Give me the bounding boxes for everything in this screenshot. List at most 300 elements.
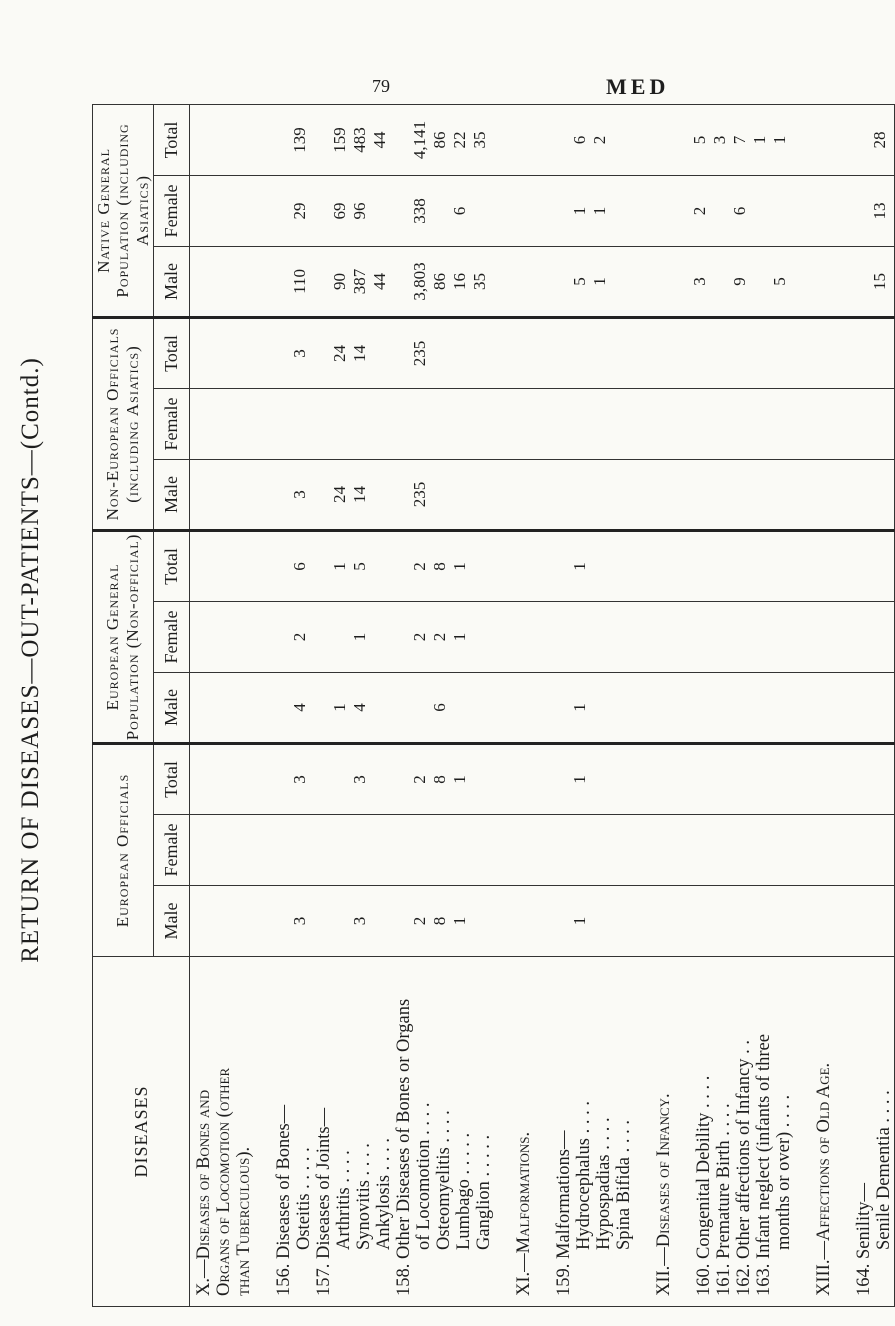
value-cell <box>250 247 270 316</box>
value-cell <box>310 319 330 388</box>
value-cell <box>790 745 810 814</box>
value-cell <box>750 602 770 672</box>
value-cell <box>630 460 650 529</box>
value-cell <box>710 745 730 814</box>
value-column <box>190 175 895 246</box>
value-cell <box>550 389 570 459</box>
value-cell <box>530 886 550 956</box>
value-cell <box>670 105 690 175</box>
value-cell <box>310 602 330 672</box>
value-cell <box>830 673 850 742</box>
value-cell <box>530 460 550 529</box>
value-cell <box>250 673 270 742</box>
value-cell: 8 <box>430 916 449 926</box>
value-cell: 1 <box>570 703 589 712</box>
value-cell: 44 <box>370 131 389 149</box>
sub-header-female: Female <box>154 388 190 459</box>
value-cell <box>470 886 490 956</box>
sub-header-male: Male <box>154 459 190 530</box>
value-cell <box>670 460 690 529</box>
value-cell <box>790 389 810 459</box>
value-cell <box>810 105 830 175</box>
value-cell: 86 <box>430 131 449 149</box>
value-cell <box>330 602 350 672</box>
value-cell <box>310 815 330 885</box>
value-cell <box>510 247 530 316</box>
value-cell <box>850 673 870 742</box>
value-cell: 1 <box>570 916 589 926</box>
value-cell <box>270 886 290 956</box>
disease-label: of Locomotion . . . . <box>414 1102 434 1250</box>
value-cell <box>810 247 830 316</box>
value-cell <box>590 602 610 672</box>
value-cell <box>690 389 710 459</box>
value-cell <box>630 886 650 956</box>
value-cell <box>190 532 210 601</box>
disease-label: 157. Diseases of Joints— <box>314 1107 334 1296</box>
value-cell: 44 <box>370 272 389 290</box>
disease-label: Synovitis . . . . <box>354 1143 374 1250</box>
value-cell <box>310 745 330 814</box>
value-cell <box>310 886 330 956</box>
value-cell <box>570 815 590 885</box>
value-cell <box>490 532 510 601</box>
value-cell <box>830 460 850 529</box>
value-cell <box>450 815 470 885</box>
value-cell <box>630 176 650 246</box>
value-cell <box>610 247 630 316</box>
value-cell <box>810 460 830 529</box>
value-cell <box>290 389 310 459</box>
value-cell <box>270 532 290 601</box>
value-cell <box>530 247 550 316</box>
value-cell <box>250 602 270 672</box>
value-cell: 22 <box>450 131 469 149</box>
value-cell <box>650 319 670 388</box>
value-cell: 4 <box>290 703 309 712</box>
value-cell <box>430 815 450 885</box>
value-cell <box>270 319 290 388</box>
value-cell <box>410 673 430 742</box>
value-cell: 2 <box>430 632 449 642</box>
value-cell: 2 <box>410 775 429 784</box>
value-cell <box>830 105 850 175</box>
value-cell <box>610 815 630 885</box>
value-cell <box>850 886 870 956</box>
value-cell <box>710 532 730 601</box>
value-cell <box>270 745 290 814</box>
value-cell <box>790 176 810 246</box>
value-cell: 2 <box>590 135 609 145</box>
value-cell: 1 <box>330 703 349 712</box>
sub-header-male: Male <box>154 672 190 743</box>
value-cell: 35 <box>470 131 489 149</box>
value-cell <box>810 532 830 601</box>
value-cell: 338 <box>410 198 429 224</box>
value-cell: 1 <box>590 206 609 216</box>
value-cell: 6 <box>290 562 309 571</box>
value-cell: 90 <box>330 272 349 290</box>
value-cell <box>210 247 230 316</box>
value-cell <box>390 105 410 175</box>
value-cell: 2 <box>290 632 309 642</box>
value-cell <box>570 319 590 388</box>
value-cell <box>210 886 230 956</box>
value-cell <box>710 247 730 316</box>
value-cell <box>390 319 410 388</box>
value-cell: 5 <box>350 562 369 571</box>
value-cell <box>550 602 570 672</box>
value-cell <box>470 673 490 742</box>
value-cell <box>670 176 690 246</box>
value-cell <box>550 176 570 246</box>
value-cell <box>570 389 590 459</box>
value-cell <box>750 886 770 956</box>
value-cell: 28 <box>870 131 889 149</box>
value-cell <box>250 815 270 885</box>
value-cell <box>210 602 230 672</box>
value-cell: 3 <box>290 916 309 926</box>
value-cell <box>690 886 710 956</box>
value-cell <box>650 532 670 601</box>
value-cell <box>770 673 790 742</box>
value-cell <box>250 319 270 388</box>
table-body-row <box>190 104 895 1306</box>
value-column <box>190 388 895 459</box>
value-cell <box>690 460 710 529</box>
page-number: 79 <box>372 76 390 96</box>
value-cell: 387 <box>350 268 369 295</box>
value-cell <box>190 176 210 246</box>
value-cell: 4 <box>350 703 369 712</box>
value-cell <box>750 247 770 316</box>
value-cell <box>650 460 670 529</box>
value-cell <box>370 460 390 529</box>
side-title-text: RETURN OF DISEASES—OUT-PATIENTS—(Contd.) <box>17 357 44 963</box>
value-cell <box>450 673 470 742</box>
value-cell: 6 <box>430 703 449 712</box>
value-cell <box>230 815 250 885</box>
value-cell <box>490 176 510 246</box>
value-cell <box>430 319 450 388</box>
value-cell <box>370 886 390 956</box>
spacer <box>254 963 274 1296</box>
value-cell <box>350 815 370 885</box>
value-cell <box>690 319 710 388</box>
disease-label: 159. Malformations— <box>554 1130 574 1296</box>
spacer <box>494 963 514 1296</box>
value-cell <box>650 176 670 246</box>
sub-header-male: Male <box>154 246 190 317</box>
value-cell <box>790 247 810 316</box>
value-cell <box>410 389 430 459</box>
value-cell <box>430 460 450 529</box>
value-cell <box>270 105 290 175</box>
value-cell <box>670 532 690 601</box>
value-cell <box>750 745 770 814</box>
value-cell <box>870 745 890 814</box>
value-cell <box>210 389 230 459</box>
sub-header-total: Total <box>154 743 190 814</box>
disease-label: 163. Infant neglect (infants of three <box>754 1034 774 1296</box>
value-cell <box>810 389 830 459</box>
value-cell <box>210 319 230 388</box>
value-cell <box>450 389 470 459</box>
value-cell <box>850 815 870 885</box>
value-cell <box>510 815 530 885</box>
value-cell <box>750 673 770 742</box>
value-cell <box>630 532 650 601</box>
value-cell <box>310 247 330 316</box>
value-cell <box>650 105 670 175</box>
value-cell <box>330 886 350 956</box>
value-cell <box>530 105 550 175</box>
section-heading: X.—Diseases of Bones and <box>194 1089 214 1296</box>
value-cell <box>190 247 210 316</box>
value-cell: 5 <box>570 277 589 286</box>
disease-label: Osteitis . . . . . <box>294 1147 314 1250</box>
value-cell <box>390 389 410 459</box>
value-cell <box>370 319 390 388</box>
value-cell: 96 <box>350 202 369 220</box>
value-cell <box>190 745 210 814</box>
value-cell <box>610 532 630 601</box>
value-cell <box>810 319 830 388</box>
value-cell <box>770 602 790 672</box>
value-cell <box>230 247 250 316</box>
value-cell <box>470 815 490 885</box>
value-cell <box>790 815 810 885</box>
value-cell <box>590 532 610 601</box>
value-cell <box>550 247 570 316</box>
sub-header-total: Total <box>154 317 190 388</box>
value-cell: 24 <box>330 485 349 503</box>
value-cell <box>370 673 390 742</box>
spacer <box>534 963 554 1296</box>
value-cell <box>230 745 250 814</box>
value-cell <box>790 886 810 956</box>
value-cell <box>210 460 230 529</box>
value-cell <box>790 673 810 742</box>
disease-label: Ankylosis . . . . <box>374 1137 394 1250</box>
value-cell <box>850 105 870 175</box>
value-cell <box>390 247 410 316</box>
value-cell <box>830 815 850 885</box>
value-cell <box>510 602 530 672</box>
value-cell <box>250 176 270 246</box>
value-cell <box>810 745 830 814</box>
value-column <box>190 317 895 388</box>
value-cell <box>390 745 410 814</box>
value-cell <box>690 815 710 885</box>
value-cell <box>590 815 610 885</box>
value-cell <box>530 319 550 388</box>
value-cell <box>490 460 510 529</box>
spacer <box>794 963 814 1296</box>
value-cell <box>730 886 750 956</box>
value-cell <box>530 176 550 246</box>
value-cell <box>230 319 250 388</box>
value-cell <box>230 105 250 175</box>
value-cell <box>230 389 250 459</box>
value-cell <box>250 745 270 814</box>
value-cell <box>770 460 790 529</box>
value-cell <box>390 815 410 885</box>
value-cell <box>230 176 250 246</box>
value-cell <box>210 673 230 742</box>
value-cell: 1 <box>450 632 469 642</box>
value-cell <box>370 745 390 814</box>
value-cell <box>490 745 510 814</box>
value-cell <box>610 886 630 956</box>
value-cell <box>870 815 890 885</box>
value-cell <box>690 745 710 814</box>
value-cell <box>770 176 790 246</box>
value-cell <box>310 532 330 601</box>
value-cell <box>310 673 330 742</box>
value-cell: 4,141 <box>410 120 429 160</box>
disease-label: 161. Premature Birth . . . . <box>714 1103 734 1296</box>
value-cell <box>830 886 850 956</box>
value-cell <box>530 389 550 459</box>
value-cell <box>510 105 530 175</box>
value-cell <box>850 176 870 246</box>
group-header-european-officials: European Officials <box>93 743 154 956</box>
value-cell <box>630 389 650 459</box>
value-cell: 1 <box>450 562 469 571</box>
running-head: MED <box>606 74 670 99</box>
value-cell <box>450 460 470 529</box>
sub-header-female: Female <box>154 601 190 672</box>
value-cell <box>250 389 270 459</box>
spacer <box>674 963 694 1296</box>
value-cell <box>850 602 870 672</box>
value-cell <box>850 745 870 814</box>
value-cell: 3 <box>690 277 709 286</box>
value-cell <box>870 532 890 601</box>
value-cell <box>610 460 630 529</box>
value-cell <box>790 602 810 672</box>
value-cell <box>870 602 890 672</box>
disease-column <box>190 957 895 1307</box>
value-cell <box>770 532 790 601</box>
value-cell <box>810 602 830 672</box>
value-cell <box>810 886 830 956</box>
value-cell <box>630 247 650 316</box>
value-cell <box>690 673 710 742</box>
value-cell: 8 <box>430 562 449 571</box>
value-cell <box>390 532 410 601</box>
value-cell: 1 <box>450 775 469 784</box>
value-cell: 16 <box>450 272 469 290</box>
value-cell: 69 <box>330 202 349 220</box>
value-cell <box>870 460 890 529</box>
value-cell: 1 <box>770 135 789 145</box>
value-cell <box>370 176 390 246</box>
value-cell <box>670 389 690 459</box>
value-cell <box>670 815 690 885</box>
value-cell <box>230 602 250 672</box>
value-cell <box>730 602 750 672</box>
value-cell <box>850 247 870 316</box>
value-cell <box>630 602 650 672</box>
value-cell <box>390 673 410 742</box>
value-cell <box>730 319 750 388</box>
value-cell: 1 <box>570 562 589 571</box>
value-cell <box>530 673 550 742</box>
value-cell <box>610 389 630 459</box>
value-cell <box>610 673 630 742</box>
disease-label: Hypospadias . . . . <box>594 1117 614 1250</box>
value-cell <box>770 319 790 388</box>
value-cell <box>610 602 630 672</box>
value-cell <box>530 745 550 814</box>
value-cell <box>770 886 790 956</box>
section-heading: than Tuberculous). <box>234 1146 254 1296</box>
value-cell <box>390 602 410 672</box>
value-cell <box>430 389 450 459</box>
value-cell: 159 <box>330 127 349 153</box>
disease-label: Ganglion . . . . . <box>474 1134 494 1250</box>
value-cell <box>590 673 610 742</box>
value-cell: 2 <box>410 562 429 571</box>
value-cell: 1 <box>330 562 349 571</box>
disease-label: Senile Dementia . . . . <box>874 1090 894 1250</box>
value-cell <box>850 460 870 529</box>
value-cell: 35 <box>470 272 489 290</box>
value-cell: 3 <box>350 916 369 926</box>
value-cell: 3 <box>290 349 309 358</box>
group-header-non-european-officials: Non-European Officials (including Asiatics) <box>93 317 154 530</box>
value-cell: 29 <box>290 202 309 220</box>
value-cell <box>830 532 850 601</box>
value-cell <box>850 389 870 459</box>
value-cell <box>630 745 650 814</box>
value-cell <box>710 886 730 956</box>
value-cell <box>190 319 210 388</box>
value-cell <box>270 176 290 246</box>
value-cell <box>870 389 890 459</box>
disease-label: 158. Other Diseases of Bones or Organs <box>394 998 414 1296</box>
disease-label: 162. Other affections of Infancy . . <box>734 1039 754 1296</box>
value-cell <box>470 745 490 814</box>
value-cell <box>310 105 330 175</box>
value-cell <box>250 105 270 175</box>
value-cell: 6 <box>570 135 589 145</box>
value-cell <box>870 886 890 956</box>
value-cell <box>810 815 830 885</box>
value-cell <box>490 886 510 956</box>
value-cell: 7 <box>730 135 749 145</box>
value-cell <box>190 460 210 529</box>
value-cell <box>530 815 550 885</box>
value-cell <box>770 745 790 814</box>
value-cell <box>770 389 790 459</box>
value-cell <box>710 319 730 388</box>
value-cell <box>710 673 730 742</box>
value-cell <box>790 105 810 175</box>
value-cell: 86 <box>430 272 449 290</box>
value-column <box>190 530 895 601</box>
value-cell: 1 <box>590 277 609 286</box>
spacer <box>834 963 854 1296</box>
value-cell: 13 <box>870 202 889 220</box>
value-column <box>190 459 895 530</box>
section-heading: XIII.—Affections of Old Age. <box>814 1062 834 1296</box>
value-cell <box>730 673 750 742</box>
value-cell <box>190 815 210 885</box>
value-cell <box>550 673 570 742</box>
